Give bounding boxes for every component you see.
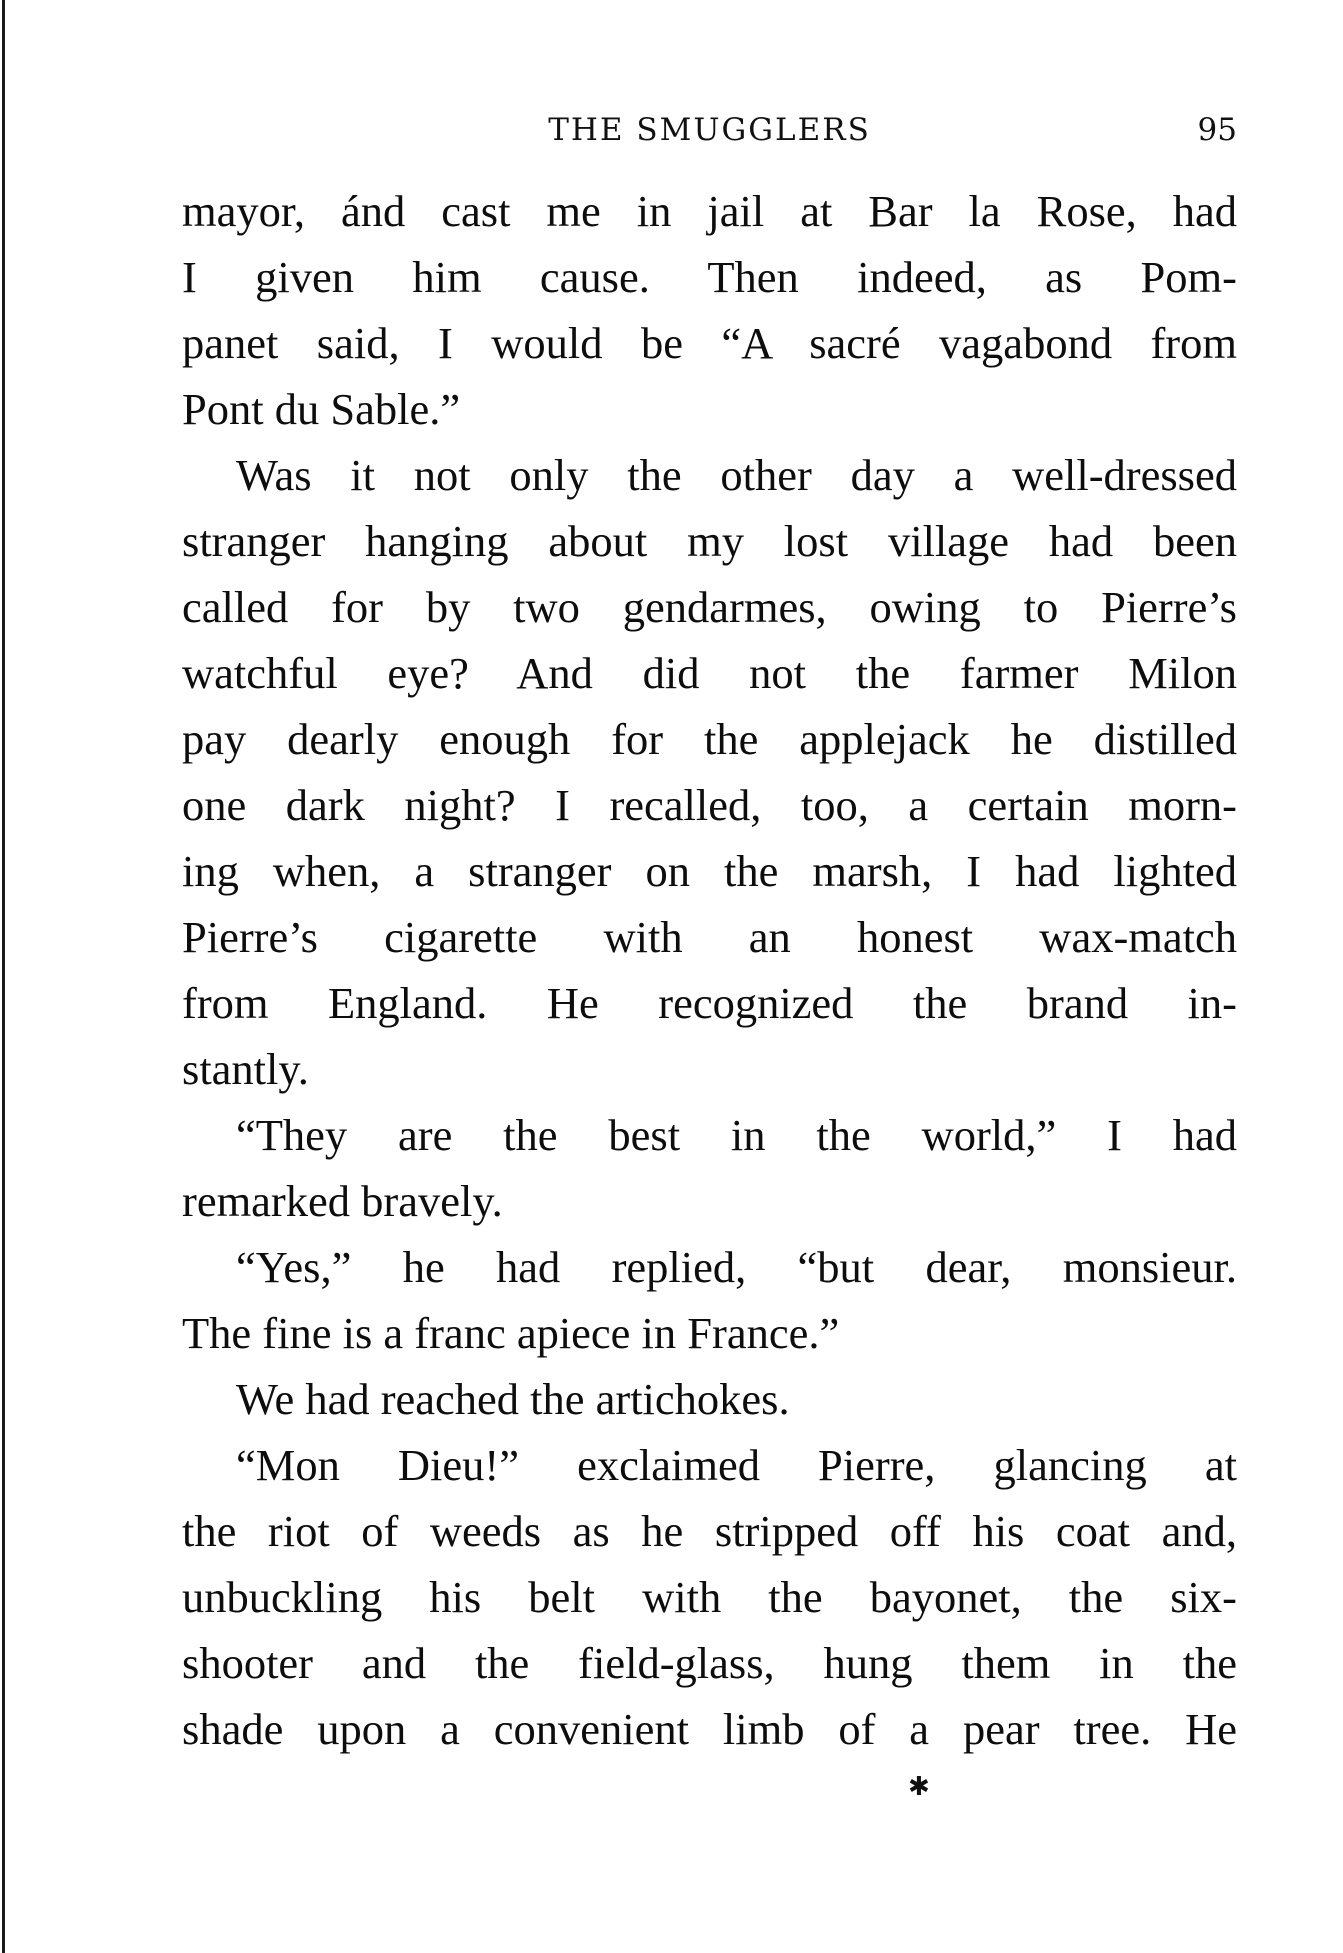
text-line: Pierre’s cigarette with an honest wax-match (182, 912, 1237, 962)
page-number: 95 (1197, 112, 1237, 148)
text-line: ing when, a stranger on the marsh, I had lighted (182, 846, 1237, 896)
text-line: “Yes,” he had replied, “but dear, monsieur. (236, 1242, 1237, 1292)
text-line: called for by two gendarmes, owing to Pierre’s (182, 582, 1237, 632)
text-line: The fine is a franc apiece in France.” (182, 1308, 840, 1358)
text-line: the riot of weeds as he stripped off his coat and, (182, 1506, 1237, 1556)
running-head: THE SMUGGLERS (548, 112, 871, 148)
text-line: shooter and the field-glass, hung them in the (182, 1638, 1237, 1688)
text-line: “They are the best in the world,” I had (236, 1110, 1237, 1160)
text-line: shade upon a convenient limb of a pear tree. He (182, 1704, 1237, 1754)
text-line: “Mon Dieu!” exclaimed Pierre, glancing at (236, 1440, 1237, 1490)
text-line: pay dearly enough for the applejack he distilled (182, 714, 1237, 764)
text-line: unbuckling his belt with the bayonet, the six- (182, 1572, 1237, 1622)
text-line: mayor, ánd cast me in jail at Bar la Rose, had (182, 186, 1237, 236)
body-text (182, 178, 1237, 1762)
text-line: stranger hanging about my lost village had been (182, 516, 1237, 566)
page-header (182, 112, 1237, 162)
text-line: panet said, I would be “A sacré vagabond from (182, 318, 1237, 368)
text-line: Pont du Sable.” (182, 384, 461, 434)
text-line: Was it not only the other day a well-dressed (236, 450, 1237, 500)
printer-mark: ✱ (908, 1772, 930, 1802)
text-line: We had reached the artichokes. (236, 1374, 790, 1424)
binding-edge (2, 0, 5, 1953)
text-line: from England. He recognized the brand in- (182, 978, 1237, 1028)
text-line: I given him cause. Then indeed, as Pom- (182, 252, 1237, 302)
text-line: stantly. (182, 1044, 309, 1094)
text-line: remarked bravely. (182, 1176, 503, 1226)
text-line: one dark night? I recalled, too, a certain morn- (182, 780, 1237, 830)
text-line: watchful eye? And did not the farmer Milon (182, 648, 1237, 698)
